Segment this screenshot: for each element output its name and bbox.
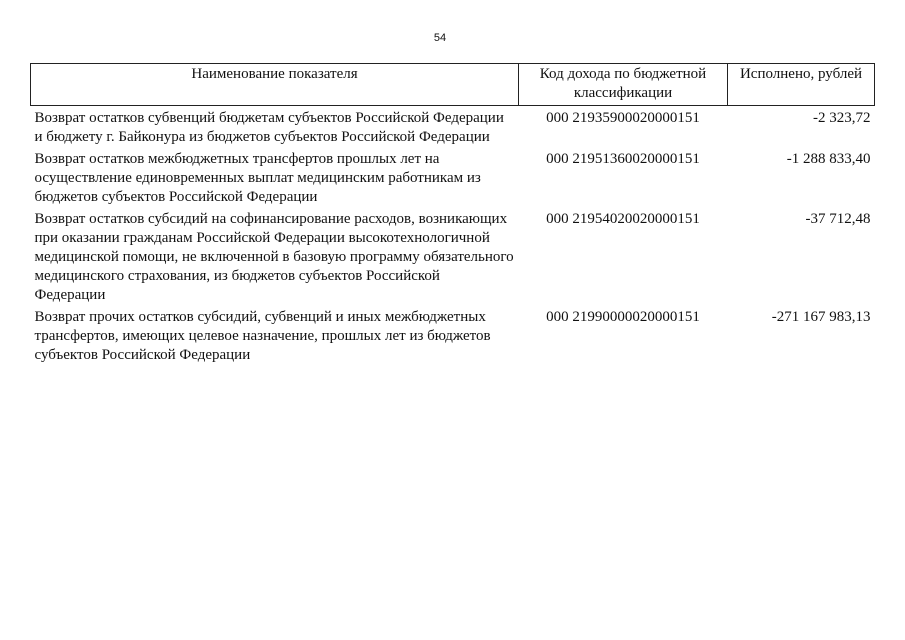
table-header [31, 64, 875, 106]
income-code-cell: 000 21954020020000151 [546, 211, 700, 227]
income-code-cell: 000 21951360020000151 [546, 151, 700, 167]
table-row [31, 106, 875, 149]
income-code-cell: 000 21935900020000151 [546, 110, 700, 126]
header-row [31, 64, 875, 106]
indicator-name-cell: Возврат остатков субсидий на софинансирование расходов, возникающих при оказании гражданам Российской Федерации высокотехнологичной медицинской помощи, не включенной в базовую программу обязательного медицинского страхования, из бюджетов субъектов Российской Федерации [34, 211, 514, 303]
header-executed-amount: Исполнено, рублей [728, 64, 875, 106]
indicator-name-cell: Возврат остатков межбюджетных трансфертов прошлых лет на осуществление единовременных выплат медицинским работникам из бюджетов субъектов Российской Федерации [34, 151, 481, 205]
header-income-code: Код дохода по бюджетной классификации [519, 64, 728, 106]
header-indicator-name: Наименование показателя [31, 64, 519, 106]
executed-amount-cell: -271 167 983,13 [771, 309, 871, 325]
executed-amount-cell: -1 288 833,40 [786, 151, 871, 167]
executed-amount-cell: -37 712,48 [805, 211, 871, 227]
indicator-name-cell: Возврат остатков субвенций бюджетам субъектов Российской Федерации и бюджету г. Байконура из бюджетов субъектов Российской Федерации [34, 110, 504, 145]
table-row [31, 148, 875, 208]
income-code-cell: 000 21990000020000151 [546, 309, 700, 325]
table-body [31, 106, 875, 367]
table-row [31, 208, 875, 306]
indicator-name-cell: Возврат прочих остатков субсидий, субвенций и иных межбюджетных трансфертов, имеющих целевое назначение, прошлых лет из бюджетов субъектов Российской Федерации [34, 309, 491, 363]
executed-amount-cell: -2 323,72 [813, 110, 871, 126]
budget-report-table [30, 63, 875, 366]
table-row [31, 306, 875, 366]
page-number: 54 [433, 32, 447, 44]
